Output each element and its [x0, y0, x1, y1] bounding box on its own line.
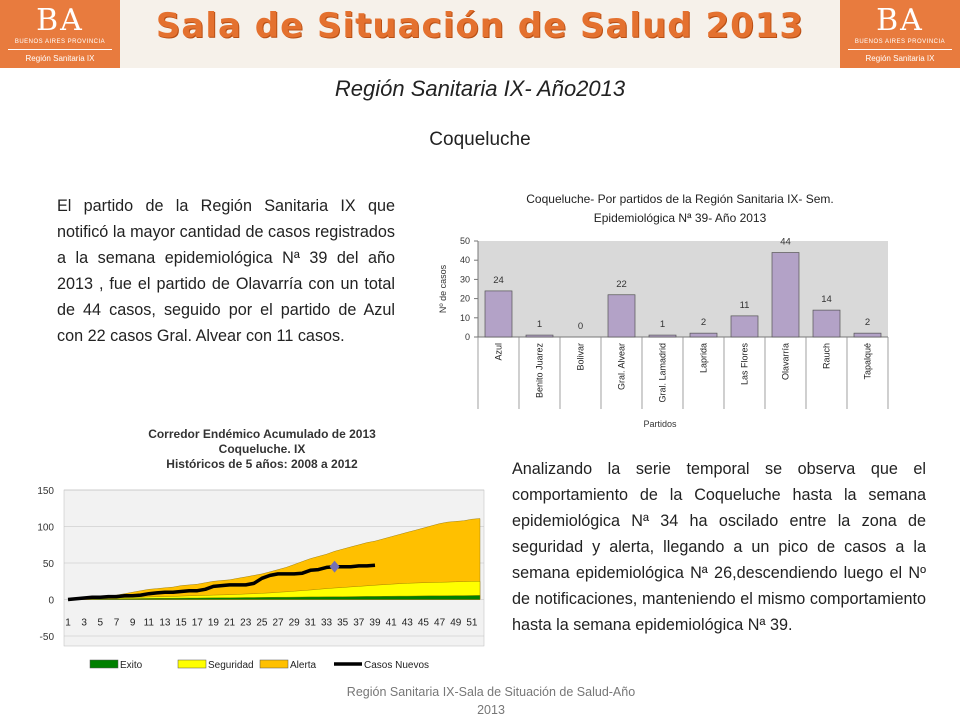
- legend-label: Seguridad: [208, 660, 254, 671]
- legend-label: Exito: [120, 660, 143, 671]
- legend-swatch-alerta: [260, 660, 288, 668]
- bar: [772, 253, 799, 337]
- bar-data-label: 0: [577, 321, 584, 332]
- corridor-x-tick-label: 19: [207, 617, 219, 629]
- logo-mark: BA: [876, 3, 924, 38]
- corridor-x-tick-label: 13: [159, 617, 171, 629]
- corridor-y-tick-label: 50: [42, 559, 54, 570]
- summary-paragraph: El partido de la Región Sanitaria IX que notificó la mayor cantidad de casos registrados a la semana epidemiológica Nª 39 del año 2013 , fue el partido de Olavarría con un total de 44 casos, seguido por el partido de Azul con 22 casos Gral. Alvear con 11 casos.: [57, 197, 395, 345]
- bar-data-label: 2: [864, 317, 871, 329]
- legend-label: Casos Nuevos: [364, 660, 430, 671]
- logo-region: Región Sanitaria IX: [865, 54, 935, 63]
- bar-y-tick-label: 10: [459, 312, 470, 323]
- bar-data-label: 11: [739, 299, 750, 311]
- bar-y-tick-label: 40: [459, 255, 470, 266]
- logo-divider: [848, 49, 952, 50]
- bar-chart-title-line2: Epidemiológica Nª 39- Año 2013: [593, 211, 767, 225]
- corridor-x-tick-label: 47: [434, 617, 446, 629]
- corridor-subtitle-1: Coqueluche. IX: [218, 442, 306, 456]
- corridor-x-tick-label: 17: [191, 617, 203, 629]
- banner-title: Sala de Situación de Salud 2013: [155, 6, 805, 46]
- corridor-x-tick-label: 39: [369, 617, 381, 629]
- page-subtitle: Coqueluche: [429, 129, 531, 150]
- bar: [649, 335, 676, 337]
- corridor-x-tick-label: 41: [385, 617, 397, 629]
- bar-y-tick-label: 50: [459, 236, 470, 246]
- header-banner: [0, 0, 960, 68]
- corridor-y-tick-label: 150: [37, 486, 54, 497]
- logo-mark: BA: [36, 3, 84, 38]
- bar-category-label: Azul: [493, 343, 504, 361]
- bar-y-tick-label: 30: [459, 274, 470, 285]
- corridor-x-tick-label: 11: [143, 617, 154, 629]
- corridor-subtitle-2: Históricos de 5 años: 2008 a 2012: [166, 457, 358, 471]
- logo-region: Región Sanitaria IX: [25, 54, 95, 63]
- bar-data-label: 1: [536, 319, 543, 331]
- corridor-x-tick-label: 33: [320, 617, 333, 629]
- logo-province: BUENOS AIRES PROVINCIA: [14, 39, 106, 45]
- corridor-x-tick-label: 51: [466, 617, 478, 629]
- bar-chart-partidos: [430, 185, 900, 445]
- bar-data-label: 1: [659, 319, 666, 331]
- logo-divider: [8, 49, 112, 50]
- legend-swatch-seguridad: [178, 660, 206, 668]
- ba-logo-right: [840, 0, 960, 68]
- corridor-x-tick-label: 9: [129, 617, 136, 629]
- bar: [731, 316, 758, 337]
- corridor-x-tick-label: 25: [256, 617, 268, 629]
- corridor-x-tick-label: 37: [353, 617, 365, 629]
- bar-data-label: 2: [700, 317, 707, 329]
- bar-data-label: 24: [493, 274, 504, 286]
- bar-category-label: Las Flores: [739, 343, 750, 386]
- bar-data-label: 22: [616, 278, 627, 290]
- legend-swatch-exito: [90, 660, 118, 668]
- corridor-y-tick-label: 100: [37, 522, 54, 534]
- bar-chart-x-label: Partidos: [643, 419, 677, 429]
- page-title: Región Sanitaria IX- Año2013: [334, 76, 626, 101]
- bar-category-label: Olavarría: [780, 343, 791, 381]
- bar-chart-y-label: Nº de casos: [438, 264, 448, 314]
- legend-label: Alerta: [290, 660, 317, 671]
- corridor-x-tick-label: 7: [113, 617, 120, 629]
- corridor-x-tick-label: 23: [240, 617, 252, 629]
- corridor-title: Corredor Endémico Acumulado de 2013: [148, 427, 376, 441]
- footer-text: Región Sanitaria IX-Sala de Situación de Salud-Año 2013: [346, 685, 636, 717]
- bar: [690, 333, 717, 337]
- corridor-x-tick-label: 43: [401, 617, 413, 629]
- bar-category-label: Rauch: [821, 343, 832, 370]
- bar-category-label: Tapalqué: [862, 343, 873, 380]
- bar-category-label: Gral. Lamadrid: [657, 343, 668, 403]
- logo-province: BUENOS AIRES PROVINCIA: [854, 39, 946, 45]
- corridor-x-tick-label: 5: [97, 617, 104, 629]
- bar-chart-title-line1: Coqueluche- Por partidos de la Región Sanitaria IX- Sem.: [526, 192, 834, 206]
- corridor-x-tick-label: 15: [175, 617, 187, 629]
- corridor-x-tick-label: 45: [417, 617, 430, 629]
- analysis-paragraph: Analizando la serie temporal se observa que el comportamiento de la Coqueluche hasta la semana epidemiológica Nª 34 ha oscilado entre la zona de seguridad y alerta, llegando a un pico de casos a la semana epidemiológica Nª 26,descendiendo luego el Nº de notificaciones, manteniendo el mismo comportamiento hasta la semana epidemiológica Nª 39.: [512, 460, 926, 634]
- corridor-x-tick-label: 29: [288, 617, 300, 629]
- bar-category-label: Benito Juarez: [534, 343, 545, 399]
- bar: [608, 295, 635, 337]
- corridor-x-tick-label: 49: [450, 617, 462, 629]
- corridor-y-tick-label: 0: [48, 595, 54, 607]
- bar-category-label: Gral. Alvear: [616, 343, 627, 391]
- bar: [485, 291, 512, 337]
- ba-logo-left: [0, 0, 120, 68]
- endemic-corridor-chart: [22, 420, 492, 680]
- corridor-x-tick-label: 31: [304, 617, 316, 629]
- corridor-x-tick-label: 27: [272, 617, 284, 629]
- bar-category-label: Bolivar: [575, 343, 586, 371]
- bar: [854, 333, 881, 337]
- bar-data-label: 44: [780, 236, 791, 248]
- corridor-x-tick-label: 1: [65, 617, 71, 629]
- bar-data-label: 14: [821, 294, 832, 306]
- bar-y-tick-label: 20: [459, 293, 470, 304]
- bar-y-tick-label: 0: [464, 332, 470, 342]
- corridor-x-tick-label: 3: [81, 617, 87, 629]
- bar: [813, 310, 840, 337]
- corridor-y-tick-label: -50: [39, 632, 54, 643]
- corridor-x-tick-label: 35: [337, 617, 349, 629]
- bar-category-label: Laprida: [698, 343, 709, 374]
- corridor-x-tick-label: 21: [224, 617, 236, 629]
- bar: [526, 335, 553, 337]
